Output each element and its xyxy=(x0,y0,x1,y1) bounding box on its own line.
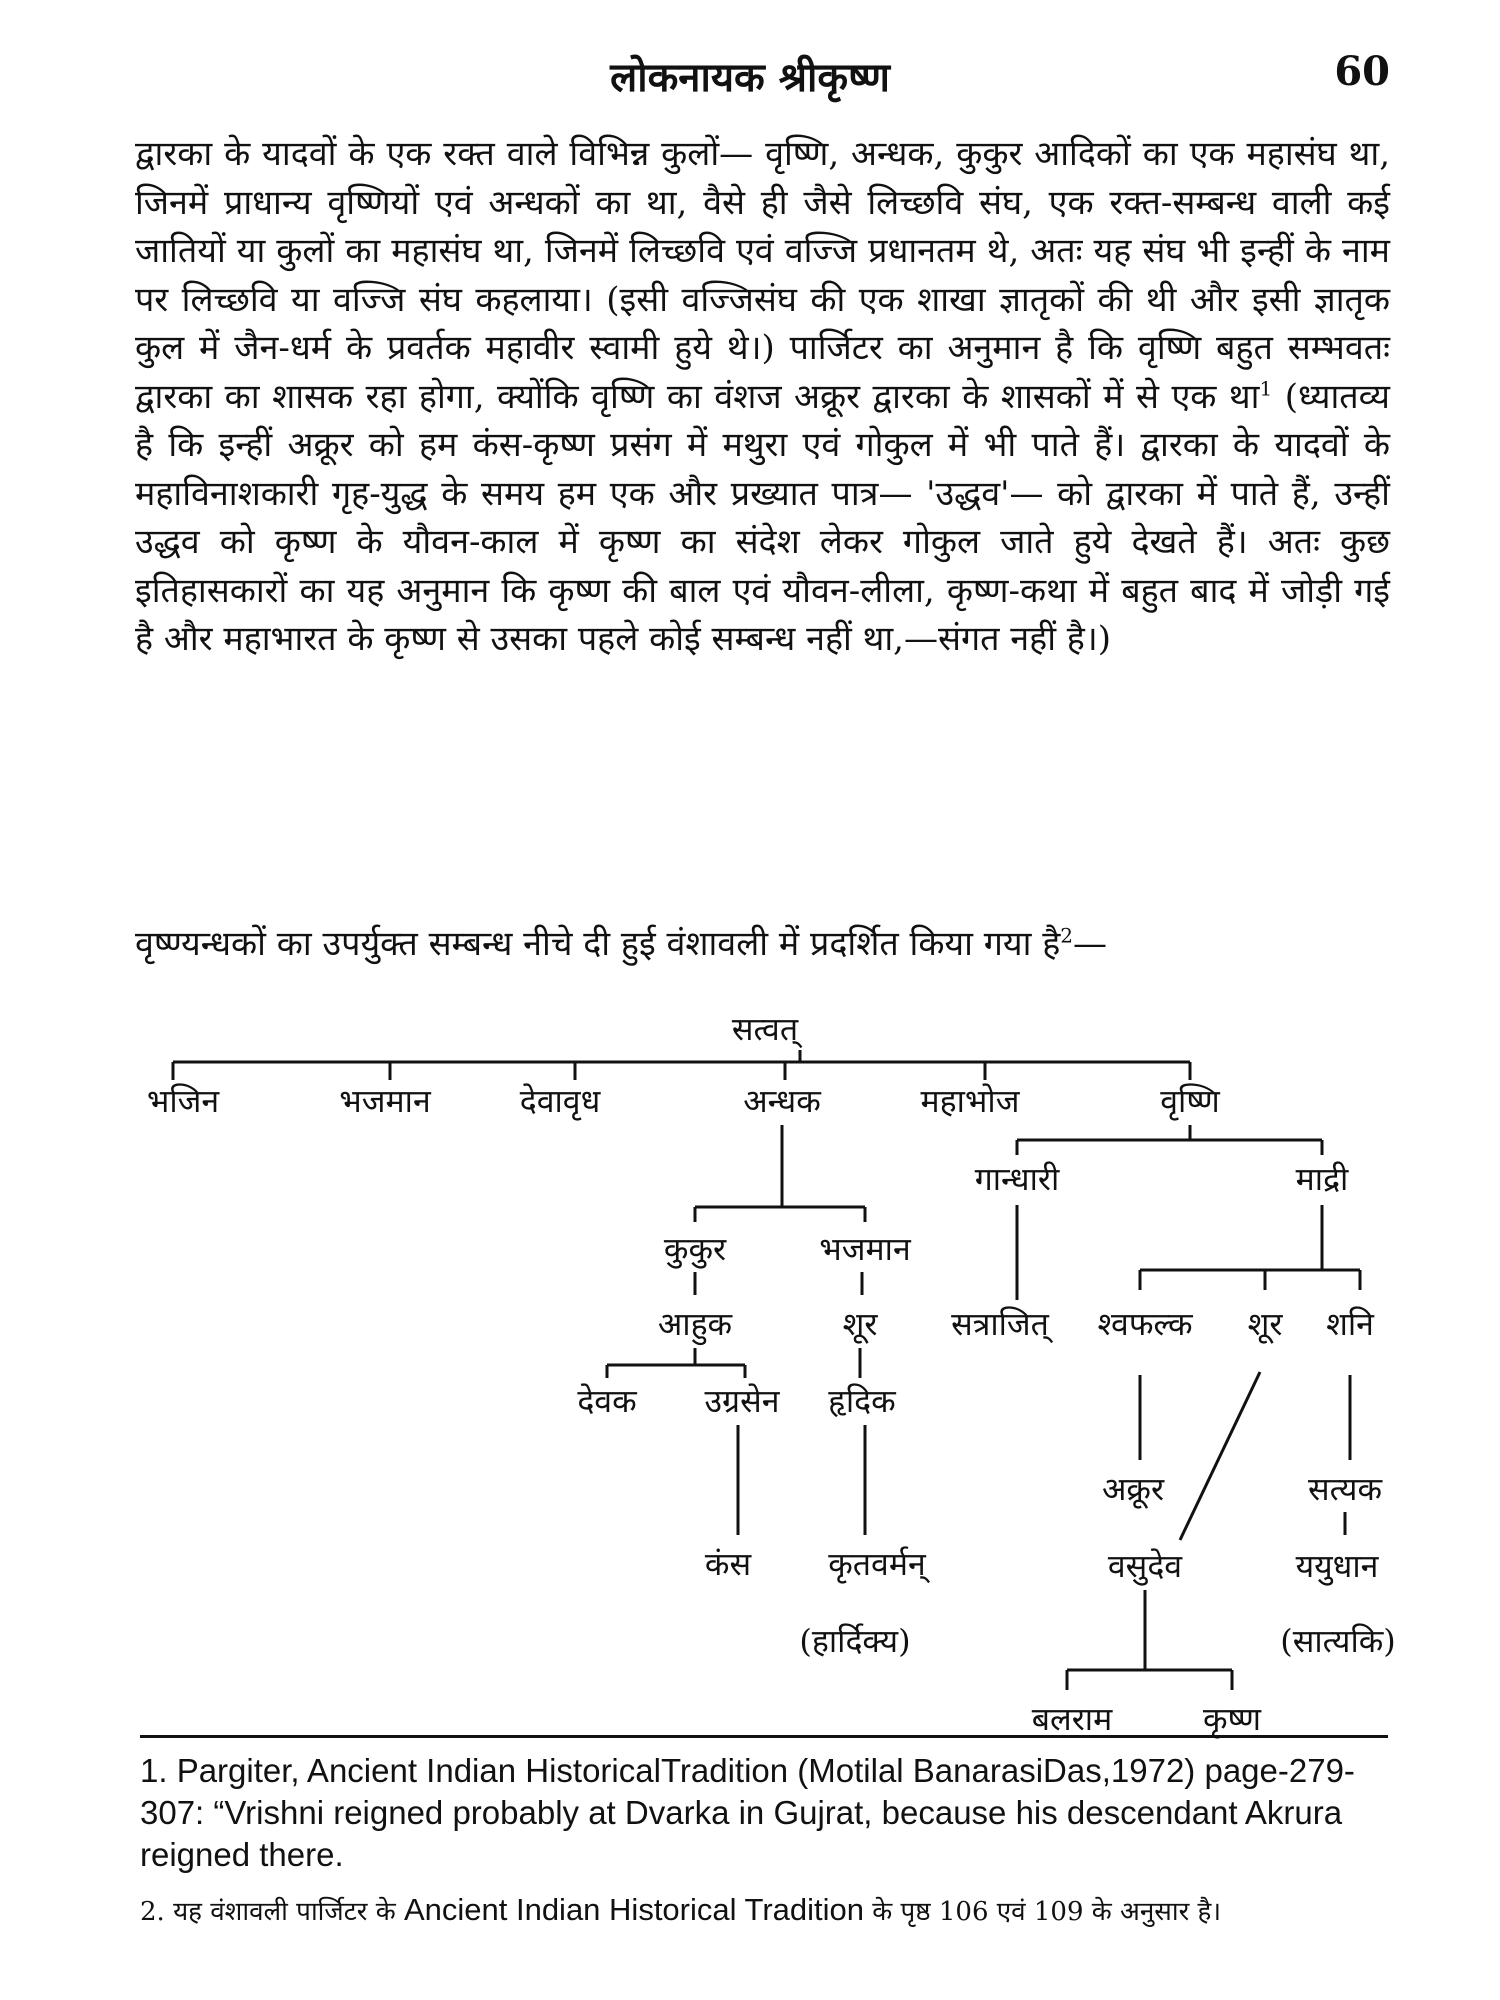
paragraph-main-text: द्वारका के यादवों के एक रक्त वाले विभिन्न कुलों— वृष्णि, अन्धक, कुकुर आदिकों का एक महासंघ था, जिनमें प्राधान्य वृष्णियों एवं अन्धकों का था, वैसे ही जैसे लिच्छवि संघ, एक रक्त-सम्बन्ध वाली कई जातियों या कुलों का महासंघ था, जिनमें लिच्छवि एवं वज्जि प्रधानतम थे, अतः यह संघ भी इन्हीं के नाम पर लिच्छवि या वज्जि संघ कहलाया। (इसी वज्जिसंघ की एक शाखा ज्ञातृकों की थी और इसी ज्ञातृक कुल में जैन-धर्म के प्रवर्तक महावीर स्वामी हुये थे।) पार्जिटर का अनुमान है कि वृष्णि बहुत सम्भवतः द्वारका का शासक रहा होगा, क्योंकि वृष्णि का वंशज अक्रूर द्वारका के शासकों में से एक था xyxy=(135,134,1390,417)
node-akrura: अक्रूर xyxy=(1101,1470,1165,1508)
connector xyxy=(1180,1372,1260,1540)
footnote-divider xyxy=(140,1735,1388,1738)
node-satyaka: सत्यक xyxy=(1307,1470,1383,1508)
footnote-2-prefix: 2. यह वंशावली पार्जिटर के xyxy=(140,1897,404,1927)
node-madri: माद्री xyxy=(1295,1160,1349,1198)
node-shura-2: शूर xyxy=(1247,1305,1283,1343)
node-devaka: देवक xyxy=(577,1382,637,1420)
node-kritavarman: कृतवर्मन् xyxy=(828,1545,926,1583)
node-bhajamana-2: भजमान xyxy=(819,1230,911,1268)
footnote-2-suffix: के पृष्ठ 106 एवं 109 के अनुसार है। xyxy=(864,1897,1222,1927)
node-hardikya: (हार्दिक्य) xyxy=(799,1622,911,1660)
footnote-ref-1: 1 xyxy=(1259,376,1273,401)
node-devavridha: देवावृध xyxy=(519,1082,601,1120)
node-gandhari: गान्धारी xyxy=(974,1160,1060,1198)
node-vasudeva: वसुदेव xyxy=(1107,1547,1183,1585)
node-kukura: कुकुर xyxy=(663,1230,727,1268)
paragraph-continuation-text: (ध्यातव्य है कि इन्हीं अक्रूर को हम कंस-कृष्ण प्रसंग में मथुरा एवं गोकुल में भी पाते हैं। द्वारका के यादवों के महाविनाशकारी गृह-युद्ध के समय हम एक और प्रख्यात पात्र— 'उद्धव'— को द्वारका में पाते हैं, उन्हीं उद्धव को कृष्ण के यौवन-काल में कृष्ण का संदेश लेकर गोकुल जाते हुये देखते हैं। अतः कुछ इतिहासकारों का यह अनुमान कि कृष्ण की बाल एवं यौवन-लीला, कृष्ण-कथा में बहुत बाद में जोड़ी गई है और महाभारत के कृष्ण से उसका पहले कोई सम्बन्ध नहीं था,—संगत नहीं है।) xyxy=(135,376,1390,659)
node-krishna: कृष्ण xyxy=(1202,1700,1262,1738)
node-bhajamana: भजमान xyxy=(339,1082,431,1120)
node-shura: शूर xyxy=(842,1305,878,1343)
footnote-ref-2: 2 xyxy=(1060,923,1074,948)
node-ahuka: आहुक xyxy=(657,1305,733,1343)
node-mahabhoja: महाभोज xyxy=(920,1082,1020,1120)
intro-text: वृष्ण्यन्धकों का उपर्युक्त सम्बन्ध नीचे दी हुई वंशावली में प्रदर्शित किया गया है xyxy=(135,924,1061,964)
node-balarama: बलराम xyxy=(1031,1700,1113,1738)
node-vrishni: वृष्णि xyxy=(1160,1082,1220,1120)
node-shvaphalka: श्वफल्क xyxy=(1097,1305,1193,1343)
node-kamsa: कंस xyxy=(704,1545,752,1583)
node-yuyudhana: ययुधान xyxy=(1295,1547,1379,1585)
footnote-2-book-title: Ancient Indian Historical Tradition xyxy=(403,1892,865,1927)
footnote-2 xyxy=(140,1887,1390,1935)
page-number: 60 xyxy=(1334,48,1390,95)
running-header-title: लोकनायक श्रीकृष्ण xyxy=(610,54,890,101)
intro-dash: — xyxy=(1073,924,1108,964)
node-bhajina: भजिन xyxy=(146,1082,220,1120)
node-satyaki: (सात्यकि) xyxy=(1280,1622,1396,1660)
node-shani: शनि xyxy=(1326,1305,1374,1343)
node-satvat: सत्वत् xyxy=(731,1010,799,1048)
node-satrajit: सत्राजित् xyxy=(951,1305,1049,1343)
node-andhaka: अन्धक xyxy=(743,1082,821,1120)
footnote-1: 1. Pargiter, Ancient Indian HistoricalTradition (Motilal BanarasiDas,1972) page-279-307: “Vrishni reigned probably at Dvarka in Gujrat, because his descendant Akrura reigned there. xyxy=(140,1752,1355,1873)
node-ugrasena: उग्रसेन xyxy=(704,1382,780,1420)
node-hridika: हृदिक xyxy=(828,1382,896,1420)
